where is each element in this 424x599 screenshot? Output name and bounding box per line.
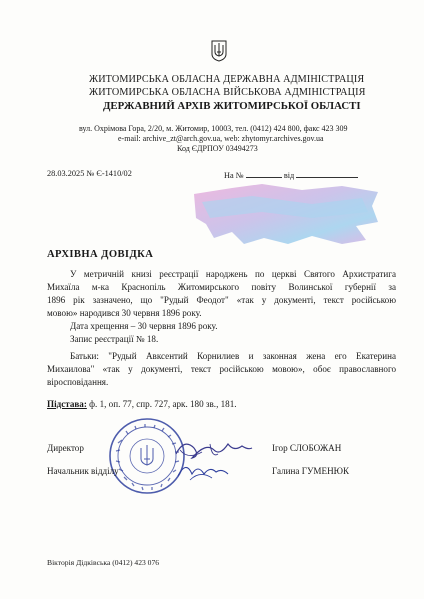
head-name: Галина ГУМЕНЮК [272, 466, 350, 476]
parents-line-1: Батьки: "Рудый Авксентий Корнилиев и законная жена его Екатерина [70, 351, 396, 361]
header-line-1: ЖИТОМИРСЬКА ОБЛАСНА ДЕРЖАВНА АДМІНІСТРАЦІЯ [89, 74, 365, 85]
header-address: вул. Охрімова Гора, 2/20, м. Житомир, 10003, тел. (0412) 424 800, факс 423 309 [79, 124, 348, 133]
handwritten-signatures [172, 430, 254, 486]
header-line-3: ДЕРЖАВНИЙ АРХІВ ЖИТОМИРСЬКОЇ ОБЛАСТІ [103, 100, 361, 112]
na-label: На № [224, 171, 244, 180]
basis-line [47, 399, 237, 409]
na-blank [246, 169, 282, 178]
basis-text: ф. 1, оп. 77, спр. 727, арк. 180 зв., 181. [86, 399, 237, 409]
director-title: Директор [47, 443, 84, 453]
director-name: Ігор СЛОБОЖАН [272, 443, 342, 453]
header-line-2: ЖИТОМИРСЬКА ОБЛАСНА ВІЙСЬКОВА АДМІНІСТРАЦІЯ [89, 87, 366, 98]
record-number: Запис реєстрації № 18. [70, 334, 159, 344]
redaction-blot [192, 182, 380, 248]
header-edrpou: Код ЄДРПОУ 03494273 [177, 144, 258, 153]
parents-line-2: Михаилова" «так у документі, текст російською мовою», обоє православного [47, 364, 396, 374]
paragraph-1-line-4: мовою» народився 30 червня 1896 року. [47, 308, 202, 318]
baptism-date: Дата хрещення – 30 червня 1896 року. [70, 321, 218, 331]
vid-blank [296, 169, 358, 178]
vid-label: від [283, 171, 295, 180]
incoming-reference [224, 169, 358, 180]
paragraph-1-line-3: 1896 рік зазначено, що "Рудый Феодот" «так у документі, текст російською [47, 295, 396, 305]
date-number: 28.03.2025 № Є-1410/02 [47, 169, 132, 178]
document-title: АРХІВНА ДОВІДКА [47, 249, 154, 260]
header-contacts: e-mail: archive_zt@arch.gov.ua, web: zhytomyr.archives.gov.ua [118, 134, 324, 143]
trident-coat-of-arms-icon [211, 40, 227, 62]
executor-footer: Вікторія Дідківська (0412) 423 076 [47, 558, 160, 567]
head-title: Начальник відділу [47, 466, 119, 476]
basis-label: Підстава: [47, 399, 87, 409]
parents-line-3: віросповідання. [47, 377, 109, 387]
paragraph-1-line-2: Михаїла м-ка Краснопіль Житомирського повіту Волинської губернії за [47, 282, 396, 292]
paragraph-1-line-1: У метричній книзі реєстрації народжень по церкві Святого Архистратига [70, 269, 396, 279]
